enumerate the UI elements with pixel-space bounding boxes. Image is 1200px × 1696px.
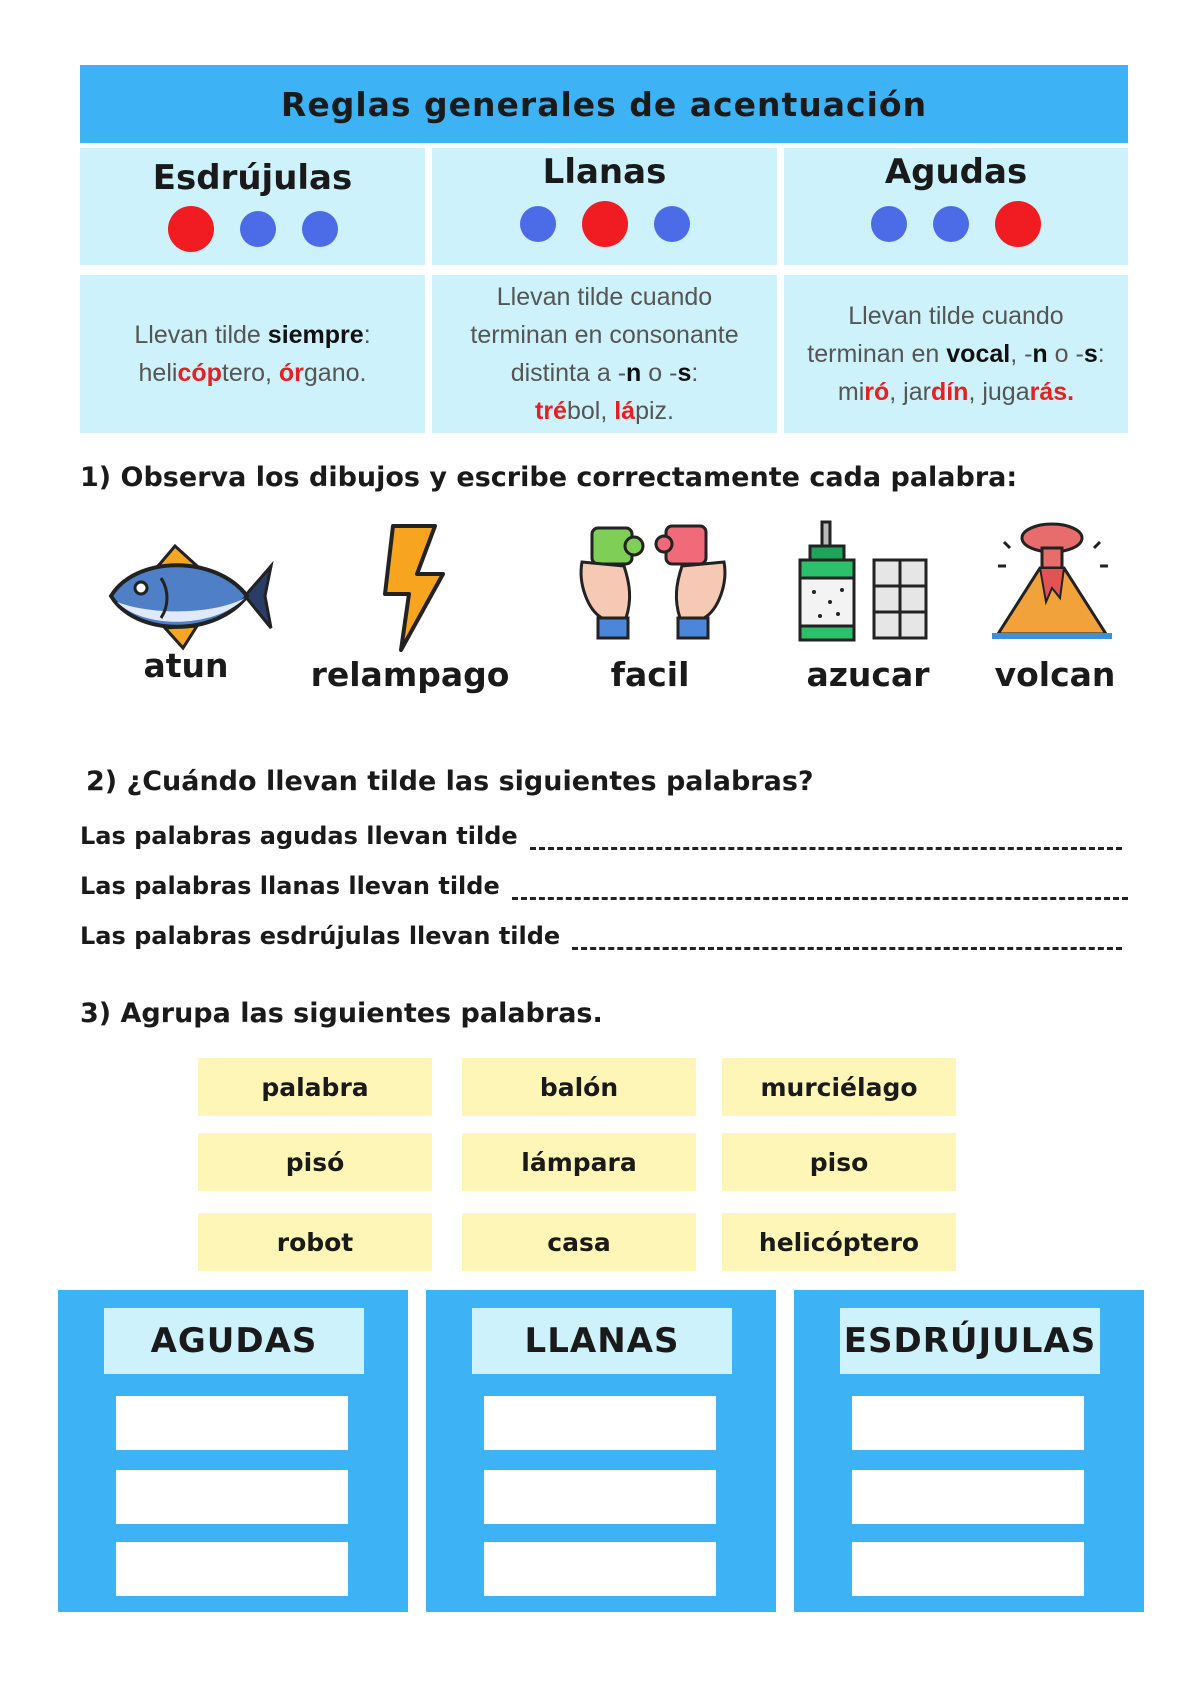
syllable-dot xyxy=(302,211,338,247)
text: distinta a - xyxy=(510,359,627,387)
drop-slot[interactable] xyxy=(484,1542,716,1596)
answer-blank[interactable] xyxy=(572,923,1122,950)
word-chip[interactable]: pisó xyxy=(198,1133,432,1191)
stressed-syllable: dín xyxy=(930,378,969,406)
stressed-syllable: lá xyxy=(614,397,636,425)
rule-header-llanas xyxy=(432,148,777,265)
worksheet-title xyxy=(80,65,1128,143)
rule-title: Esdrújulas xyxy=(152,158,353,198)
rule-body-llanas xyxy=(432,275,777,433)
rule-text xyxy=(440,275,769,433)
group-box-esdrujulas xyxy=(794,1290,1144,1612)
stressed-syllable: cóp xyxy=(177,359,222,387)
text: : xyxy=(1097,340,1105,368)
syllable-dot xyxy=(520,206,556,242)
word-label: atun xyxy=(143,646,229,685)
stressed-syllable: ór xyxy=(278,359,304,387)
syllable-dot xyxy=(933,206,969,242)
sugar-icon xyxy=(786,520,956,650)
rule-text xyxy=(792,275,1120,433)
drop-slot[interactable] xyxy=(852,1470,1084,1524)
word-label: azucar xyxy=(806,655,930,694)
syllable-dots xyxy=(80,206,425,252)
lightning-icon xyxy=(325,522,495,652)
drop-slot[interactable] xyxy=(852,1396,1084,1450)
rule-text xyxy=(88,275,417,433)
question-text: Las palabras agudas llevan tilde xyxy=(80,822,518,850)
word-chip[interactable]: casa xyxy=(462,1213,696,1271)
rule-header-agudas xyxy=(784,148,1128,265)
group-label: ESDRÚJULAS xyxy=(840,1308,1100,1374)
question-line-llanas xyxy=(80,872,1128,900)
drop-slot[interactable] xyxy=(484,1396,716,1450)
word-chip[interactable]: lámpara xyxy=(462,1133,696,1191)
stressed-syllable: tré xyxy=(535,397,567,425)
text: : xyxy=(363,321,371,349)
syllable-dot xyxy=(871,206,907,242)
group-label: LLANAS xyxy=(472,1308,732,1374)
word-label: relampago xyxy=(310,655,510,694)
text: Llevan tilde cuando xyxy=(496,283,713,311)
bold-text: n xyxy=(626,359,642,387)
bold-text: n xyxy=(1032,340,1048,368)
syllable-dots xyxy=(432,201,777,247)
rule-body-agudas xyxy=(784,275,1128,433)
stressed-syllable: rás. xyxy=(1029,378,1075,406)
text: terminan en xyxy=(807,340,947,368)
word-label: facil xyxy=(610,655,690,694)
text: o - xyxy=(641,359,678,387)
bold-text: s xyxy=(677,359,692,387)
word-chip[interactable]: helicóptero xyxy=(722,1213,956,1271)
exercise1-title: 1) Observa los dibujos y escribe correctamente cada palabra: xyxy=(80,462,1018,493)
syllable-dot xyxy=(240,211,276,247)
group-label: AGUDAS xyxy=(104,1308,364,1374)
rule-title: Llanas xyxy=(542,152,667,192)
text: , - xyxy=(1010,340,1033,368)
word-label: volcan xyxy=(994,655,1116,694)
drop-slot[interactable] xyxy=(852,1542,1084,1596)
text: Llevan tilde cuando xyxy=(848,302,1064,330)
rule-title: Agudas xyxy=(884,152,1028,192)
question-line-esdrujulas xyxy=(80,922,1122,950)
question-text: Las palabras esdrújulas llevan tilde xyxy=(80,922,561,950)
exercise2-title: 2) ¿Cuándo llevan tilde las siguientes palabras? xyxy=(86,766,814,797)
text: Llevan tilde xyxy=(134,321,268,349)
syllable-dot xyxy=(654,206,690,242)
fish-icon xyxy=(105,530,275,660)
text: terminan en consonante xyxy=(470,321,739,349)
word-chip[interactable]: robot xyxy=(198,1213,432,1271)
example-text: piz. xyxy=(635,397,674,425)
question-line-agudas xyxy=(80,822,1122,850)
answer-blank[interactable] xyxy=(512,873,1128,900)
example-text: bol, xyxy=(566,397,615,425)
word-chip[interactable]: palabra xyxy=(198,1058,432,1116)
rule-body-esdrujulas xyxy=(80,275,425,433)
example-text: , juga xyxy=(968,378,1030,406)
example-text: heli xyxy=(138,359,178,387)
stressed-syllable-dot xyxy=(995,201,1041,247)
text: : xyxy=(691,359,699,387)
drop-slot[interactable] xyxy=(116,1470,348,1524)
answer-blank[interactable] xyxy=(530,823,1122,850)
example-text: mi xyxy=(837,378,865,406)
volcano-icon xyxy=(990,518,1160,648)
title-text: Reglas generales de acentuación xyxy=(280,84,928,124)
bold-text: s xyxy=(1083,340,1098,368)
text: o - xyxy=(1047,340,1084,368)
drop-slot[interactable] xyxy=(116,1396,348,1450)
stressed-syllable-dot xyxy=(582,201,628,247)
bold-text: siempre xyxy=(267,321,364,349)
puzzle-hands-icon xyxy=(568,514,738,644)
word-chip[interactable]: piso xyxy=(722,1133,956,1191)
stressed-syllable-dot xyxy=(168,206,214,252)
drop-slot[interactable] xyxy=(116,1542,348,1596)
drop-slot[interactable] xyxy=(484,1470,716,1524)
bold-text: vocal xyxy=(946,340,1011,368)
example-text: gano. xyxy=(303,359,367,387)
question-text: Las palabras llanas llevan tilde xyxy=(80,872,500,900)
syllable-dots xyxy=(784,201,1128,247)
group-box-agudas xyxy=(58,1290,408,1612)
exercise3-title: 3) Agrupa las siguientes palabras. xyxy=(80,998,603,1029)
example-text: , jar xyxy=(889,378,931,406)
word-chip[interactable]: murciélago xyxy=(722,1058,956,1116)
group-box-llanas xyxy=(426,1290,776,1612)
word-chip[interactable]: balón xyxy=(462,1058,696,1116)
stressed-syllable: ró xyxy=(864,378,890,406)
example-text: tero, xyxy=(221,359,279,387)
rule-header-esdrujulas xyxy=(80,148,425,265)
